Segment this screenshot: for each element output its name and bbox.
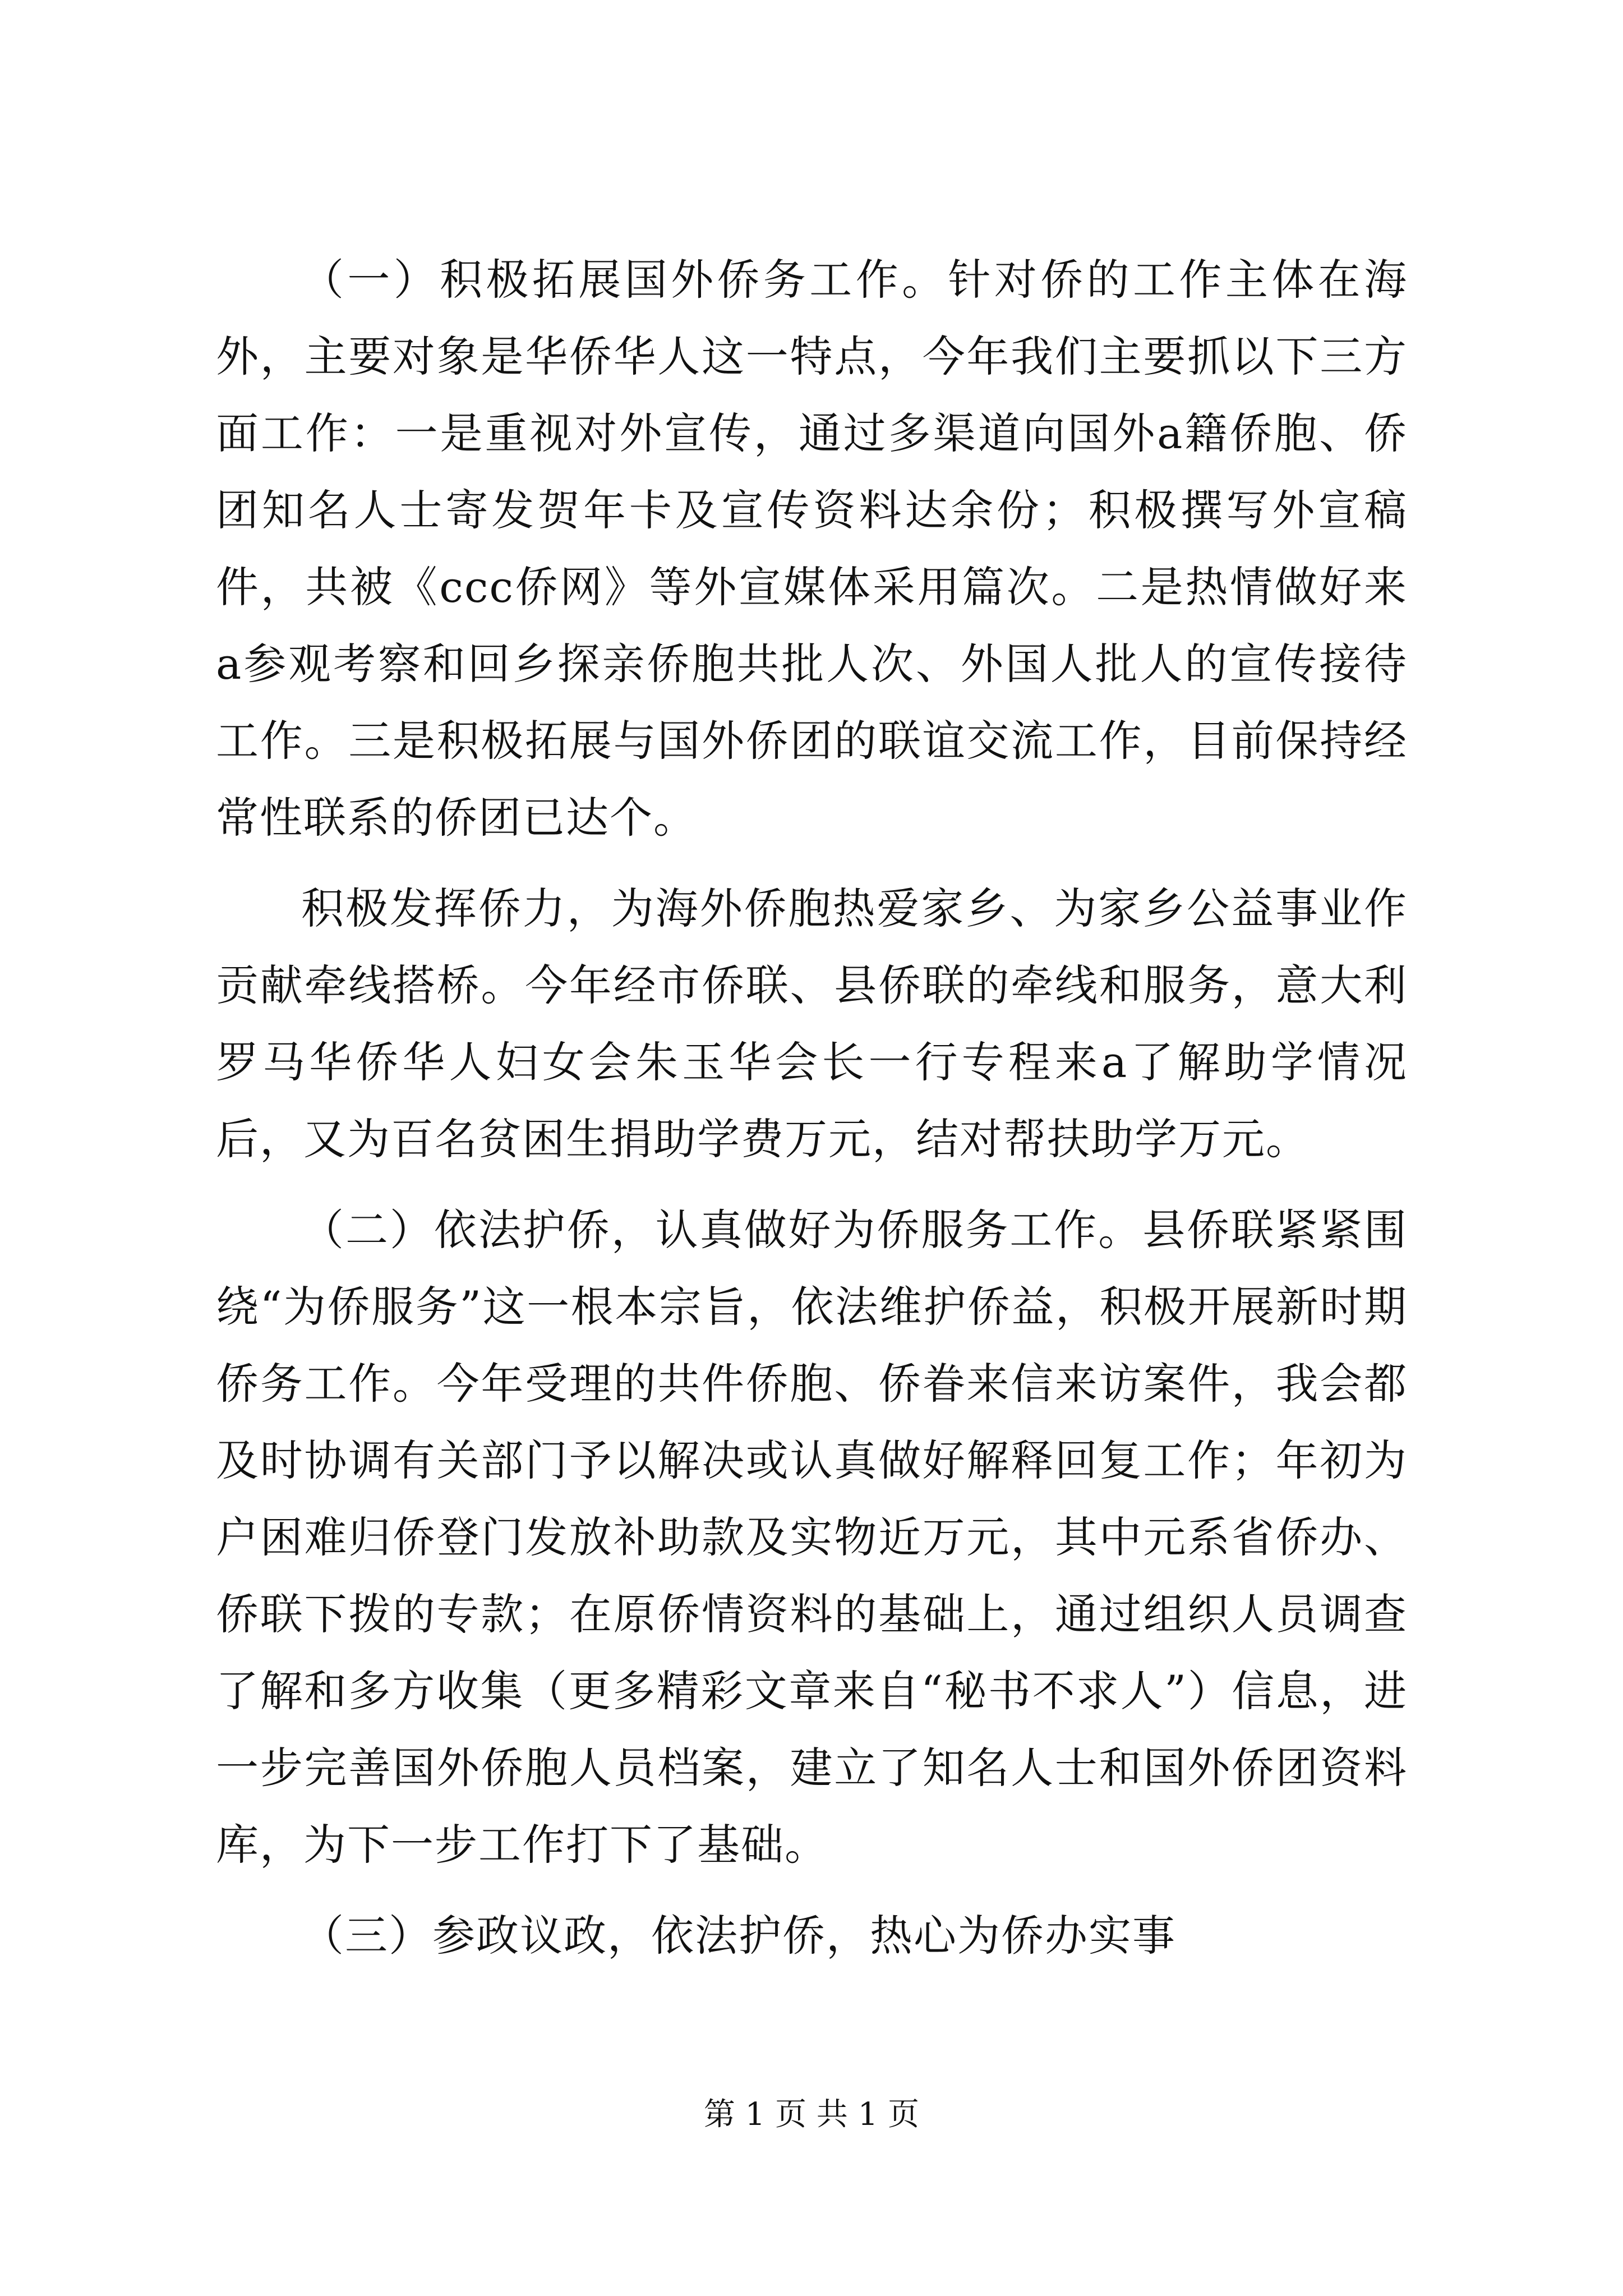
paragraph-overseas-contribution: 积极发挥侨力，为海外侨胞热爱家乡、为家乡公益事业作贡献牵线搭桥。今年经市侨联、县侨联的牵线和服务，意大利罗马华侨华人妇女会朱玉华会长一行专程来a了解助学情况后，又为百名贫困生捐助学费万元，结对帮扶助学万元。 bbox=[216, 884, 1408, 1164]
paragraph-legal-protection: （二）依法护侨，认真做好为侨服务工作。县侨联紧紧围绕“为侨服务”这一根本宗旨，依法维护侨益，积极开展新时期侨务工作。今年受理的共件侨胞、侨眷来信来访案件，我会都及时协调有关部门予以解决或认真做好解释回复工作；年初为户困难归侨登门发放补助款及实物近万元，其中元系省侨办、侨联下拨的专款；在原侨情资料的基础上，通过组织人员调查了解和多方收集（更多精彩文章来自“秘书不求人”）信息，进一步完善国外侨胞人员档案，建立了知名人士和国外侨团资料库，为下一步工作打下了基础。 bbox=[216, 1205, 1408, 1870]
paragraph-political-participation: （三）参政议政，依法护侨，热心为侨办实事 bbox=[301, 1911, 1176, 1961]
paragraph-overseas-work: （一）积极拓展国外侨务工作。针对侨的工作主体在海外，主要对象是华侨华人这一特点，今年我们主要抓以下三方面工作：一是重视对外宣传，通过多渠道向国外a籍侨胞、侨团知名人士寄发贺年卡及宣传资料达余份；积极撰写外宣稿件，共被《ccc侨网》等外宣媒体采用篇次。二是热情做好来a参观考察和回乡探亲侨胞共批人次、外国人批人的宣传接待工作。三是积极拓展与国外侨团的联谊交流工作，目前保持经常性联系的侨团已达个。 bbox=[216, 255, 1408, 843]
document-body bbox=[216, 241, 1408, 1988]
page-footer: 第 1 页 共 1 页 bbox=[703, 2096, 920, 2133]
